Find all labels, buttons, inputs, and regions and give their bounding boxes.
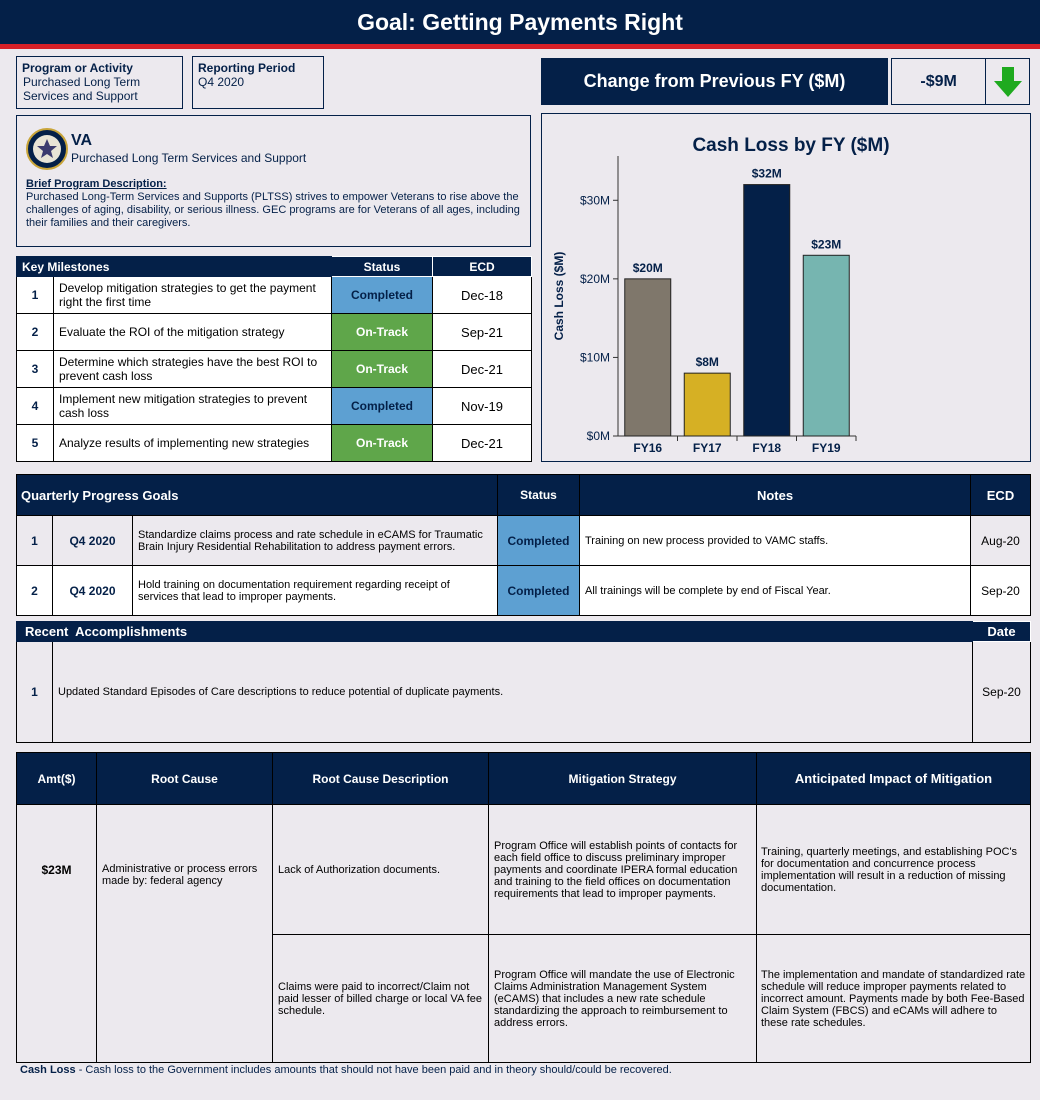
rc-desc-header: Root Cause Description: [273, 753, 489, 805]
table-row: [17, 388, 532, 425]
rc-amount: $23M: [17, 805, 97, 1063]
rc-cause: Administrative or process errors made by: federal agency: [97, 805, 273, 1063]
milestone-text: Develop mitigation strategies to get the payment right the first time: [54, 277, 332, 314]
rc-impact: Training, quarterly meetings, and establishing POC's for documentation and concurrence process implementation will result in a reduction of missing documentation.: [757, 805, 1031, 935]
agency-name: VA: [71, 132, 93, 149]
quarterly-table: [16, 474, 1031, 616]
rc-description: Claims were paid to incorrect/Claim not paid lesser of billed charge or local VA fee schedule.: [273, 935, 489, 1063]
rc-impact-header: Anticipated Impact of Mitigation: [757, 753, 1031, 805]
quarterly-goal: Standardize claims process and rate schedule in eCAMS for Traumatic Brain Injury Residential Rehabilitation to address payment errors.: [133, 516, 498, 566]
status-badge: Completed: [332, 388, 433, 425]
chart-x-tick-label: FY18: [752, 441, 782, 455]
period-value: Q4 2020: [198, 75, 245, 89]
accomplishments-table: [16, 621, 1031, 743]
accomplishments-date-header: Date: [973, 622, 1031, 642]
status-badge: Completed: [498, 566, 580, 616]
milestone-ecd: Sep-21: [433, 314, 532, 351]
table-row: [17, 314, 532, 351]
chart-x-tick-label: FY19: [811, 441, 841, 455]
rc-description: Lack of Authorization documents.: [273, 805, 489, 935]
program-label: Program or Activity: [22, 61, 133, 75]
rc-cause-header: Root Cause: [97, 753, 273, 805]
accomplishment-date: Sep-20: [973, 642, 1031, 743]
chart-y-tick-label: $10M: [579, 350, 610, 365]
quarterly-num: 2: [17, 566, 53, 616]
milestone-num: 5: [17, 425, 54, 462]
table-row: [17, 805, 1031, 935]
period-box: [192, 56, 324, 109]
rc-amt-header: Amt($): [17, 753, 97, 805]
chart-ylabel: Cash Loss ($M): [552, 251, 566, 341]
change-arrow-cell: [985, 59, 1029, 104]
chart-bar: [744, 185, 790, 436]
chart-bar: [625, 279, 671, 436]
rootcause-table: [16, 752, 1031, 1063]
status-badge: On-Track: [332, 351, 433, 388]
milestones-title: Key Milestones: [17, 257, 332, 277]
status-badge: On-Track: [332, 314, 433, 351]
milestones-ecd-header: ECD: [433, 257, 532, 277]
change-value-box: [891, 58, 1030, 105]
quarterly-notes-header: Notes: [580, 475, 971, 516]
footnote-term: Cash Loss: [20, 1064, 76, 1076]
rc-strategy: Program Office will mandate the use of Electronic Claims Administration Management System (eCAMS) that includes a new rate schedule standardizing the approach to reimbursement to address errors.: [489, 935, 757, 1063]
chart-bar: [684, 373, 730, 436]
milestone-ecd: Dec-18: [433, 277, 532, 314]
rc-impact: The implementation and mandate of standardized rate schedule will reduce improper payments related to incorrect amount. Payments made by both Fee-Based Claim System (FBCS) and eCAMs will adhere to these rate schedules.: [757, 935, 1031, 1063]
chart-title: Cash Loss by FY ($M): [692, 135, 890, 156]
title-bar: [0, 0, 1040, 44]
chart-y-tick-label: $30M: [579, 193, 610, 208]
status-badge: On-Track: [332, 425, 433, 462]
cash-loss-chart: [542, 114, 1030, 461]
rc-strategy: Program Office will establish points of contacts for each field office to discuss preliminary improper payments and coordinate IPERA formal education and training to the field offices on documentation requirements that lead to improper payments.: [489, 805, 757, 935]
program-box: [16, 56, 183, 109]
quarterly-goal: Hold training on documentation requirement regarding receipt of services that lead to improper payments.: [133, 566, 498, 616]
status-badge: Completed: [332, 277, 433, 314]
chart-box: [541, 113, 1031, 462]
chart-data-label: $23M: [811, 237, 842, 252]
table-row: [17, 425, 532, 462]
footnote-text: - Cash loss to the Government includes amounts that should not have been paid and in theory should/could be recovered.: [75, 1064, 672, 1076]
quarterly-num: 1: [17, 516, 53, 566]
change-value: -$9M: [920, 72, 957, 90]
quarterly-title: Quarterly Progress Goals: [17, 475, 498, 516]
quarterly-ecd: Sep-20: [971, 566, 1031, 616]
change-label-box: [541, 58, 888, 105]
milestone-text: Determine which strategies have the best ROI to prevent cash loss: [54, 351, 332, 388]
milestone-text: Evaluate the ROI of the mitigation strategy: [54, 314, 332, 351]
chart-y-tick-label: $0M: [586, 429, 610, 443]
milestone-num: 2: [17, 314, 54, 351]
milestone-ecd: Dec-21: [433, 351, 532, 388]
chart-x-tick-label: FY17: [692, 441, 722, 455]
quarterly-ecd: Aug-20: [971, 516, 1031, 566]
milestone-num: 4: [17, 388, 54, 425]
table-row: [17, 277, 532, 314]
description-text: Purchased Long-Term Services and Supports (PLTSS) strives to empower Veterans to rise above the challenges of aging, disability, or serious illness. GEC programs are for Veterans of all ages, including their families and their caregivers.: [26, 191, 520, 229]
program-value: Purchased Long Term Services and Support: [23, 75, 141, 103]
milestone-num: 1: [17, 277, 54, 314]
page-title: Goal: Getting Payments Right: [357, 8, 683, 35]
milestone-ecd: Dec-21: [433, 425, 532, 462]
quarterly-notes: Training on new process provided to VAMC staffs.: [580, 516, 971, 566]
agency-box: [16, 115, 531, 247]
status-badge: Completed: [498, 516, 580, 566]
chart-data-label: $8M: [695, 355, 719, 370]
accomplishments-title: Recent Accomplishments: [17, 622, 973, 642]
rc-strategy-header: Mitigation Strategy: [489, 753, 757, 805]
table-row: [17, 516, 1031, 566]
chart-bar: [803, 255, 849, 436]
milestone-text: Implement new mitigation strategies to prevent cash loss: [54, 388, 332, 425]
chart-x-tick-label: FY16: [633, 441, 663, 455]
accomplishment-text: Updated Standard Episodes of Care descriptions to reduce potential of duplicate payments.: [53, 642, 973, 743]
period-label: Reporting Period: [198, 61, 296, 75]
table-row: [17, 351, 532, 388]
quarterly-quarter: Q4 2020: [53, 566, 133, 616]
va-seal-icon: [26, 128, 68, 170]
quarterly-status-header: Status: [498, 475, 580, 516]
accomplishment-num: 1: [17, 642, 53, 743]
quarterly-notes: All trainings will be complete by end of Fiscal Year.: [580, 566, 971, 616]
description-label: Brief Program Description:: [26, 178, 167, 190]
title-red-stripe: [0, 44, 1040, 49]
chart-y-tick-label: $20M: [579, 271, 610, 286]
chart-data-label: $20M: [632, 260, 663, 275]
table-row: [17, 642, 1031, 743]
milestones-table: [16, 256, 532, 462]
milestone-ecd: Nov-19: [433, 388, 532, 425]
milestone-text: Analyze results of implementing new strategies: [54, 425, 332, 462]
milestones-status-header: Status: [332, 257, 433, 277]
milestone-num: 3: [17, 351, 54, 388]
down-arrow-icon: [992, 65, 1024, 99]
footnote: [20, 1064, 672, 1076]
table-row: [17, 566, 1031, 616]
agency-program: Purchased Long Term Services and Support: [71, 151, 307, 165]
change-label: Change from Previous FY ($M): [583, 71, 846, 91]
quarterly-quarter: Q4 2020: [53, 516, 133, 566]
quarterly-ecd-header: ECD: [971, 475, 1031, 516]
chart-data-label: $32M: [751, 166, 782, 181]
